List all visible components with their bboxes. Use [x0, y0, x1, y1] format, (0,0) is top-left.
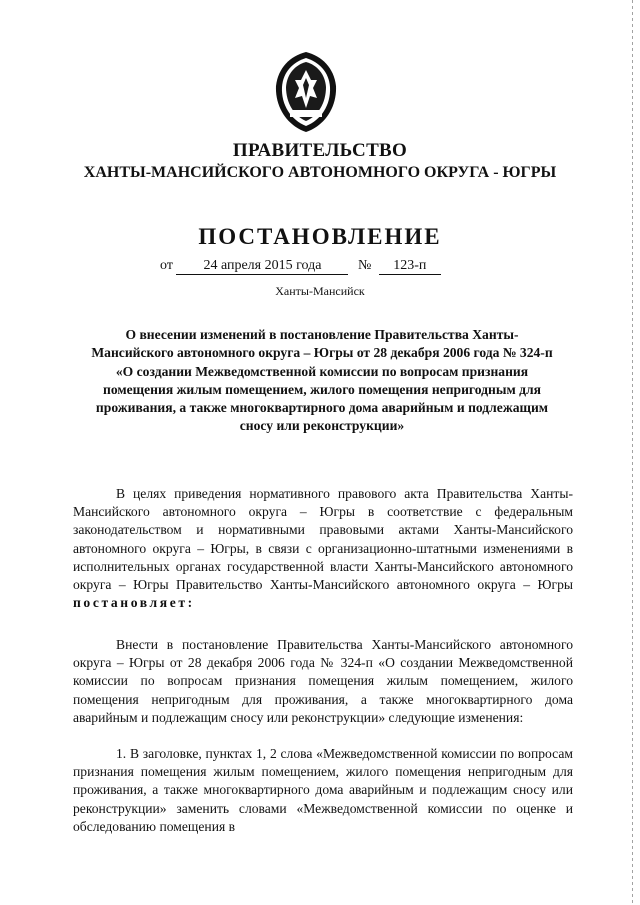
date-number-line — [160, 258, 490, 275]
date-prefix: от — [160, 258, 173, 273]
ugra-coat-of-arms-icon — [270, 50, 342, 134]
document-type: ПОСТАНОВЛЕНИЕ — [198, 224, 442, 249]
document-title: О внесении изменений в постановление Правительства Ханты-Мансийского автономного округа – Югры от 28 декабря 2006 года № 324-п «О создании Межведомственной комиссии по вопросам признания помещения жилым помещением, жилого помещения непригодным для проживания, а также многоквартирного дома аварийным и подлежащим сносу или реконструкции» — [91, 327, 553, 434]
document-number: 123-п — [379, 258, 441, 275]
org-name-line-1: ПРАВИТЕЛЬСТВО — [232, 140, 408, 161]
org-name-line-2: ХАНТЫ-МАНСИЙСКОГО АВТОНОМНОГО ОКРУГА - ЮГРЫ — [83, 164, 557, 181]
document-date: 24 апреля 2015 года — [176, 258, 348, 275]
resolves-word: постановляет: — [73, 595, 195, 611]
amendment-paragraph: Внести в постановление Правительства Ханты-Мансийского автономного округа – Югры от 28 декабря 2006 года № 324-п «О создании Межведомственной комиссии по вопросам признания помещения жилым помещением, жилого помещения непригодным для проживания, а также многоквартирного дома аварийным и подлежащим сносу или реконструкции» следующие изменения: — [73, 637, 573, 725]
document-city: Ханты-Мансийск — [275, 284, 365, 298]
number-sign: № — [357, 258, 372, 273]
item-1-paragraph: 1. В заголовке, пунктах 1, 2 слова «Межведомственной комиссии по вопросам признания помещения жилым помещением, жилого помещения непригодным для проживания, а также многоквартирного дома аварийным и подлежащим сносу или реконструкции» заменить словами «Межведомственной комиссии по оценке и обследованию помещения в — [73, 746, 573, 834]
preamble-text: В целях приведения нормативного правового акта Правительства Ханты-Мансийского автономного округа – Югры в соответствие с федеральным законодательством и нормативными правовыми актами Ханты-Мансийского автономного округа – Югры, в связи с организационно-штатными изменениями в исполнительных органах государственной власти Ханты-Мансийского автономного округа – Югры Правительство Ханты-Мансийского автономного округа – Югры — [73, 486, 573, 593]
preamble-paragraph — [73, 485, 573, 612]
scan-edge-line — [632, 0, 633, 905]
